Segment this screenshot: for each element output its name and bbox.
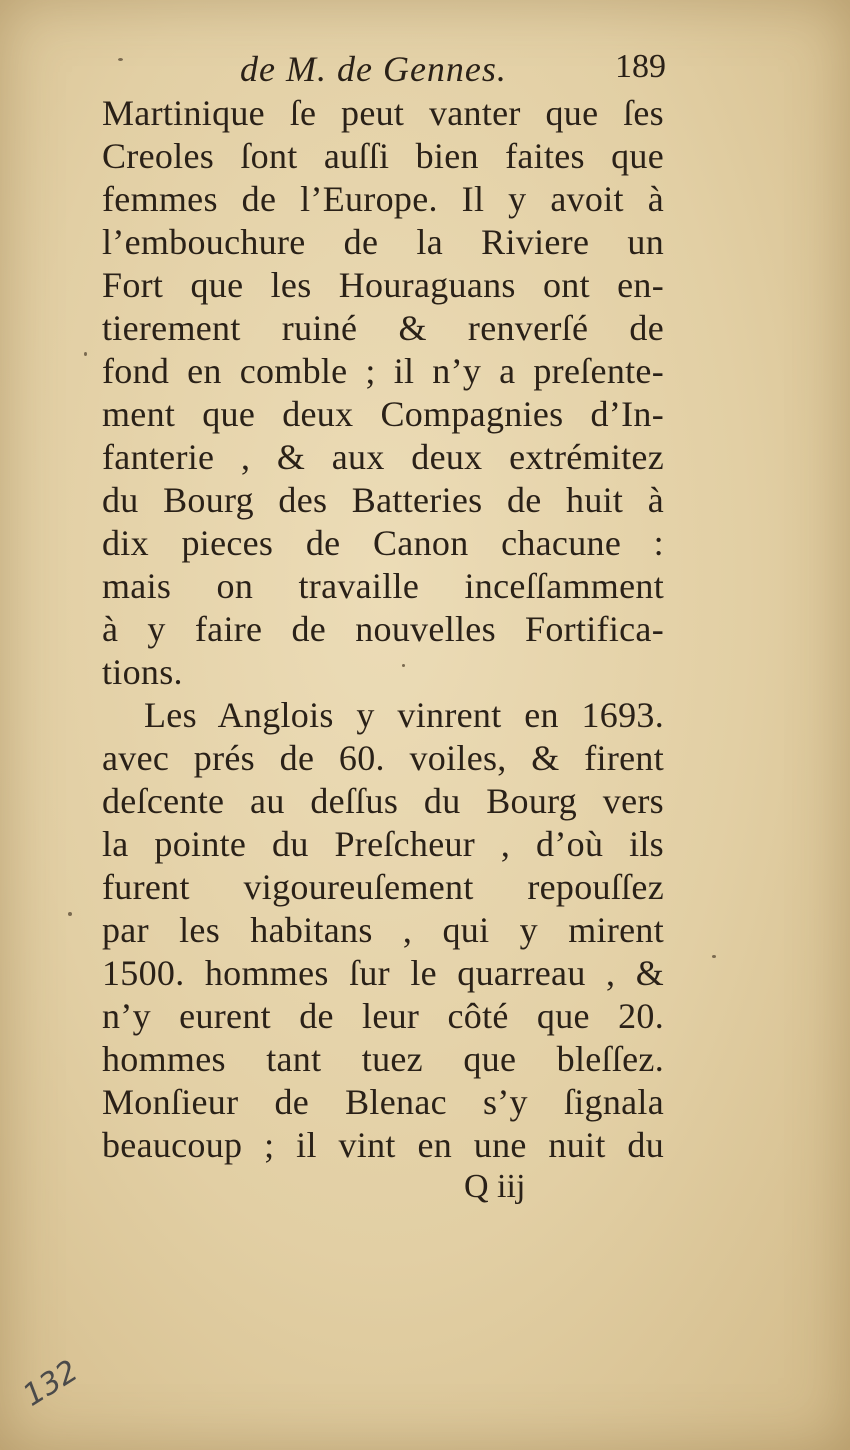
text-line: dix pieces de Canon chacune : — [102, 523, 664, 563]
text-line: beaucoup ; il vint en une nuit du — [102, 1125, 664, 1165]
paper-speck — [712, 955, 716, 958]
text-line: avec prés de 60. voiles, & firent — [102, 738, 664, 778]
text-line: du Bourg des Batteries de huit à — [102, 480, 664, 520]
running-head-title: de M. de Gennes. — [240, 49, 507, 89]
text-line: fanterie , & aux deux extrémitez — [102, 437, 664, 477]
paper-speck — [84, 352, 87, 356]
text-line: hommes tant tuez que bleſſez. — [102, 1039, 664, 1079]
page-number: 189 — [615, 48, 666, 85]
text-line: fond en comble ; il n’y a preſente- — [102, 351, 664, 391]
paper-speck — [68, 912, 72, 916]
text-line: ment que deux Compagnies d’In- — [102, 394, 664, 434]
text-line: tions. — [102, 652, 183, 692]
text-line: femmes de l’Europe. Il y avoit à — [102, 179, 664, 219]
text-line: l’embouchure de la Riviere un — [102, 222, 664, 262]
paper-speck — [402, 664, 405, 667]
text-line: n’y eurent de leur côté que 20. — [102, 996, 664, 1036]
text-line: à y faire de nouvelles Fortifica- — [102, 609, 664, 649]
text-line: mais on travaille inceſſamment — [102, 566, 664, 606]
text-line: deſcente au deſſus du Bourg vers — [102, 781, 664, 821]
text-line: Martinique ſe peut vanter que ſes — [102, 93, 664, 133]
text-line: Creoles ſont auſſi bien faites que — [102, 136, 664, 176]
paper-speck — [118, 58, 123, 61]
text-line: 1500. hommes ſur le quarreau , & — [102, 953, 664, 993]
signature-mark: Q iij — [464, 1168, 526, 1205]
text-line: la pointe du Preſcheur , d’où ils — [102, 824, 664, 864]
body-text — [102, 92, 664, 1167]
text-line: Fort que les Houraguans ont en- — [102, 265, 664, 305]
handwritten-note: 132 — [17, 1353, 85, 1414]
paragraph-start-line: Les Anglois y vinrent en 1693. — [144, 695, 664, 735]
text-line: Monſieur de Blenac s’y ſignala — [102, 1082, 664, 1122]
running-head — [100, 48, 666, 90]
text-line: tierement ruiné & renverſé de — [102, 308, 664, 348]
text-line: furent vigoureuſement repouſſez — [102, 867, 664, 907]
text-line: par les habitans , qui y mirent — [102, 910, 664, 950]
